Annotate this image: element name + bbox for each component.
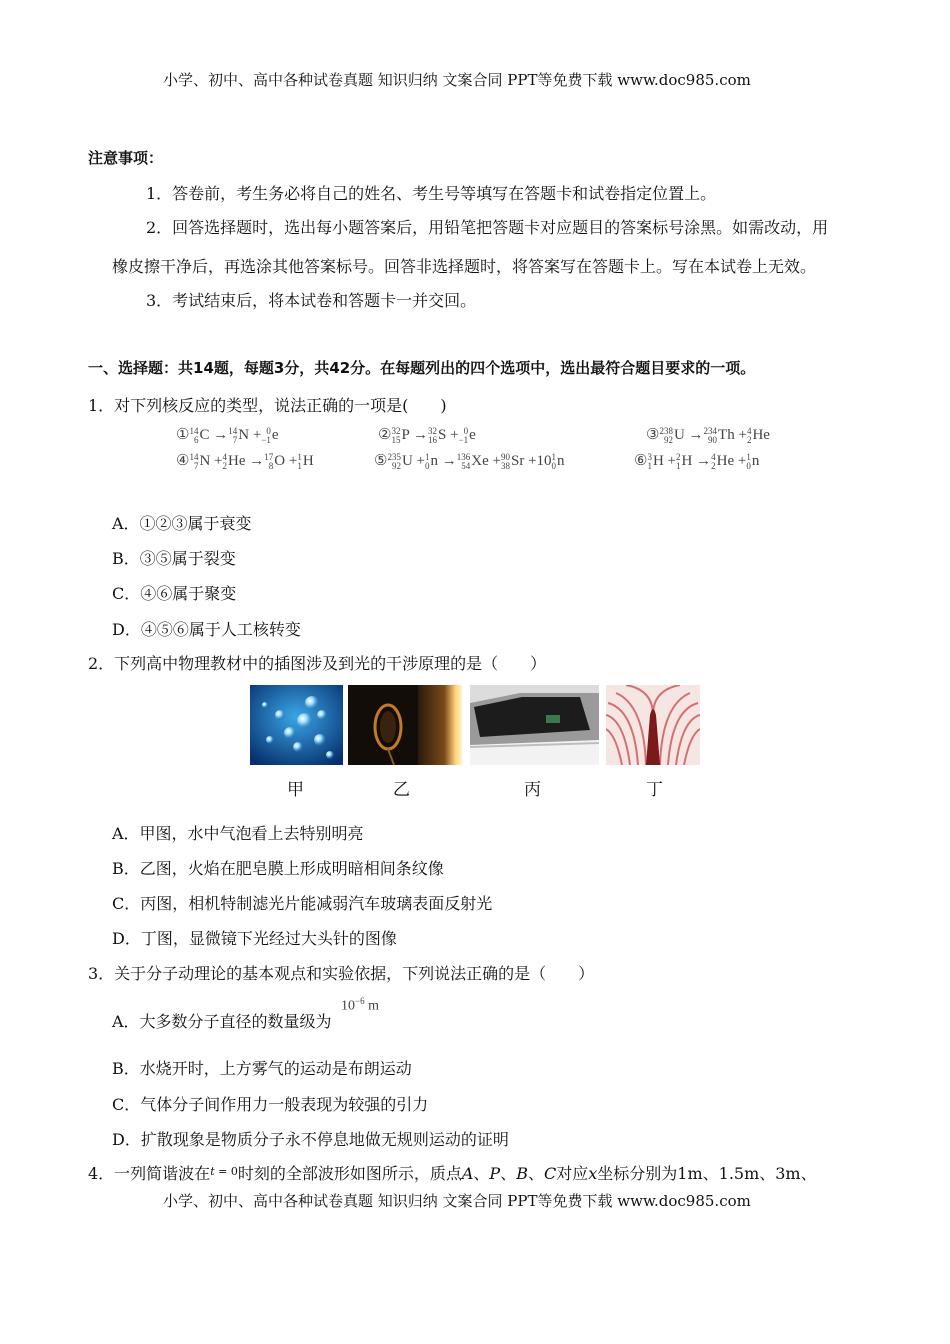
question-3-option-d: D．扩散现象是物质分子永不停息地做无规则运动的证明 (112, 1130, 509, 1149)
question-2-stem: 2．下列高中物理教材中的插图涉及到光的干涉原理的是（ ） (88, 654, 547, 673)
image-bubbles-in-water (250, 685, 343, 765)
notice-item-1: 1．答卷前，考生务必将自己的姓名、考生号等填写在答题卡和试卷指定位置上。 (146, 184, 717, 203)
notice-item-3: 3．考试结束后，将本试卷和答题卡一并交回。 (146, 291, 477, 310)
notice-item-2-line-2: 橡皮擦干净后，再选涂其他答案标号。回答非选择题时，将答案写在答题卡上。写在本试卷上无效。 (112, 257, 817, 276)
page-header: 小学、初中、高中各种试卷真题 知识归纳 文案合同 PPT等免费下载 www.doc985.com (163, 71, 751, 89)
notice-title: 注意事项： (88, 149, 164, 167)
question-3-option-a: A．大多数分子直径的数量级为 (112, 1012, 332, 1031)
question-1-option-a: A．①②③属于衰变 (112, 514, 252, 533)
reaction-3: ③ 238 92 U → 234 90 Th + 4 2 He (646, 425, 770, 445)
question-4-stem: 4．一列简谐波在$^t$ $^{= 0}$时刻的全部波形如图所示，质点A、P、B、C对应x坐标分别为1m、1.5m、3m、 (88, 1164, 817, 1183)
section-title: 一、选择题：共14题，每题3分，共42分。在每题列出的四个选项中，选出最符合题目要求的一项。 (88, 359, 756, 377)
question-1-option-b: B．③⑤属于裂变 (112, 549, 236, 568)
caption-yi: 乙 (393, 780, 410, 800)
question-2-option-c: C．丙图，相机特制滤光片能减弱汽车玻璃表面反射光 (112, 894, 493, 913)
image-pin-diffraction (606, 685, 700, 765)
image-flame-soap-film (348, 685, 462, 765)
question-1-option-d: D．④⑤⑥属于人工核转变 (112, 620, 301, 639)
reaction-2: ② 32 15 P → 32 16 S + 0 −1 e (378, 425, 476, 445)
question-3-option-c: C．气体分子间作用力一般表现为较强的引力 (112, 1095, 429, 1114)
question-3-option-b: B．水烧开时，上方雾气的运动是布朗运动 (112, 1059, 412, 1078)
reaction-1: ① 14 6 C → 14 7 N + 0 −1 e (176, 425, 279, 445)
question-2-option-d: D．丁图，显微镜下光经过大头针的图像 (112, 929, 397, 948)
caption-jia: 甲 (287, 780, 304, 800)
image-car-windshield (470, 685, 599, 765)
question-2-option-b: B．乙图，火焰在肥皂膜上形成明暗相间条纹像 (112, 859, 444, 878)
reaction-5: ⑤ 235 92 U + 1 0 n → 136 54 Xe + 90 38 Sr +10 1 0 n (374, 451, 565, 471)
notice-item-2-line-1: 2．回答选择题时，选出每小题答案后，用铅笔把答题卡对应题目的答案标号涂黑。如需改动，用 (146, 218, 829, 237)
caption-bing: 丙 (524, 780, 541, 800)
question-3-option-a-value: $10^{-6}$ m (341, 996, 379, 1014)
question-2-option-a: A．甲图，水中气泡看上去特别明亮 (112, 824, 364, 843)
reaction-4: ④ 14 7 N + 4 2 He → 17 8 O + 1 1 H (176, 451, 314, 471)
page-footer: 小学、初中、高中各种试卷真题 知识归纳 文案合同 PPT等免费下载 www.doc985.com (163, 1192, 751, 1210)
caption-ding: 丁 (646, 780, 663, 800)
question-3-stem: 3．关于分子动理论的基本观点和实验依据，下列说法正确的是（ ） (88, 964, 595, 983)
question-1-option-c: C．④⑥属于聚变 (112, 584, 237, 603)
question-1-stem: 1．对下列核反应的类型，说法正确的一项是( ) (88, 396, 447, 415)
reaction-6: ⑥ 3 1 H + 2 1 H → 4 2 He + 1 0 n (634, 451, 760, 471)
